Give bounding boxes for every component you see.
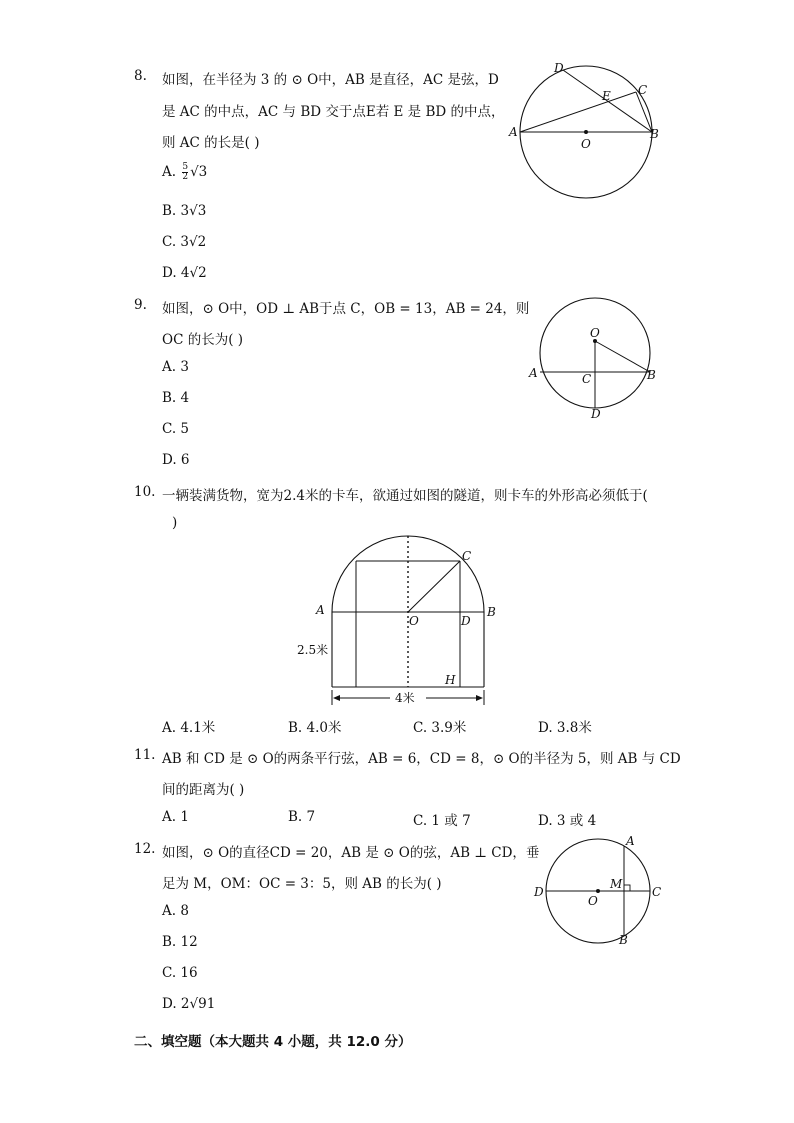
option-a[interactable]: A. 4.1米	[162, 720, 216, 736]
question-text-line-2: OC 的长为( )	[162, 332, 244, 348]
section-heading: 二、填空题（本大题共 4 小题，共 12.0 分）	[134, 1034, 412, 1050]
figure-circle-q12	[530, 830, 670, 950]
point-label: M	[610, 877, 623, 891]
question-number: 8.	[134, 68, 147, 84]
figure-circle-q9	[527, 290, 667, 425]
option-d[interactable]: D. 3 或 4	[538, 813, 597, 829]
question-text-line-1: 一辆装满货物，宽为2.4米的卡车，欲通过如图的隧道，则卡车的外形高必须低于(	[162, 488, 648, 504]
fraction-numerator: 5	[182, 162, 189, 172]
point-label: B	[487, 605, 496, 619]
question-number: 12.	[134, 841, 156, 857]
option-a-radical: √3	[190, 164, 208, 180]
question-number: 10.	[134, 484, 156, 500]
option-d[interactable]: D. 6	[162, 452, 190, 468]
question-text-line-3: 则 AC 的长是( )	[162, 135, 260, 151]
option-b[interactable]: B. 7	[288, 809, 316, 825]
point-label: B	[647, 368, 656, 382]
question-text-line-2: 足为 M，OM：OC = 3：5，则 AB 的长为( )	[162, 876, 442, 892]
fraction	[182, 163, 188, 182]
option-a[interactable]: A. 1	[162, 809, 189, 825]
option-b[interactable]: B. 4.0米	[288, 720, 342, 736]
point-label: C	[652, 885, 662, 899]
question-text-line-1: 如图，⊙ O的直径CD = 20，AB 是 ⊙ O的弦，AB ⊥ CD，垂	[162, 845, 540, 861]
option-d[interactable]: D. 4√2	[162, 265, 207, 281]
option-a-label: A.	[162, 164, 177, 180]
question-text-line-2: )	[172, 515, 178, 531]
option-b[interactable]: B. 3√3	[162, 203, 207, 219]
point-label: D	[554, 61, 564, 75]
option-c[interactable]: C. 5	[162, 421, 190, 437]
point-label: B	[619, 933, 628, 947]
point-label: D	[461, 614, 471, 628]
point-label: O	[409, 614, 419, 628]
width-label: 4米	[395, 691, 415, 705]
question-number: 9.	[134, 297, 147, 313]
question-text-line-2: 间的距离为( )	[162, 782, 245, 798]
point-label: O	[588, 894, 598, 908]
option-a[interactable]: A. 8	[162, 903, 189, 919]
point-label: E	[602, 89, 611, 103]
point-label: A	[509, 125, 518, 139]
point-label: C	[582, 372, 592, 386]
question-text-line-1: 如图，在半径为 3 的 ⊙ O中，AB 是直径，AC 是弦，D	[162, 72, 499, 88]
question-text-line-1: AB 和 CD 是 ⊙ O的两条平行弦，AB = 6，CD = 8，⊙ O的半径为 5，则 AB 与 CD	[162, 751, 681, 767]
question-text-line-1: 如图，⊙ O中，OD ⊥ AB于点 C，OB = 13，AB = 24，则	[162, 301, 530, 317]
option-c[interactable]: C. 3.9米	[413, 720, 467, 736]
option-a[interactable]	[162, 163, 207, 182]
option-c[interactable]: C. 16	[162, 965, 198, 981]
option-d[interactable]: D. 2√91	[162, 996, 216, 1012]
figure-circle-q8	[505, 60, 665, 200]
figure-tunnel-q10	[290, 530, 510, 715]
point-label: A	[529, 366, 538, 380]
point-label: C	[638, 83, 648, 97]
option-b[interactable]: B. 12	[162, 934, 198, 950]
point-label: A	[316, 603, 325, 617]
option-c[interactable]: C. 3√2	[162, 234, 207, 250]
point-label: D	[591, 407, 601, 421]
option-b[interactable]: B. 4	[162, 390, 190, 406]
point-label: A	[626, 834, 635, 848]
question-text-line-2: 是 AC 的中点，AC 与 BD 交于点E若 E 是 BD 的中点，	[162, 104, 505, 120]
point-label: O	[590, 326, 600, 340]
option-c[interactable]: C. 1 或 7	[413, 813, 471, 829]
option-a[interactable]: A. 3	[162, 359, 189, 375]
fraction-denominator: 2	[182, 172, 189, 182]
option-d[interactable]: D. 3.8米	[538, 720, 592, 736]
point-label: O	[581, 137, 591, 151]
point-label: D	[534, 885, 544, 899]
question-number: 11.	[134, 747, 156, 763]
point-label: B	[650, 127, 659, 141]
height-label: 2.5米	[297, 643, 329, 657]
point-label: C	[462, 549, 472, 563]
point-label: H	[445, 673, 456, 687]
